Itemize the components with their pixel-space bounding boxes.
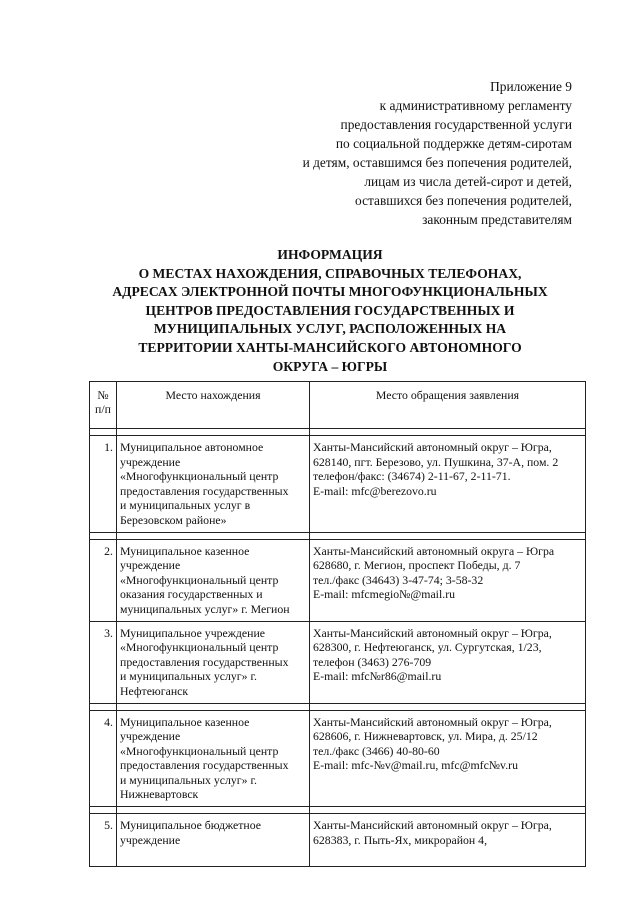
- contact-line: Ханты-Мансийский автономный округа – Югра: [313, 543, 555, 558]
- contact-line: E-mail: mfc№r86@mail.ru: [313, 669, 442, 684]
- table-row: [90, 621, 586, 703]
- row-contact: [310, 814, 586, 867]
- annex-line: к административному регламенту: [379, 98, 572, 113]
- place-line: Нижневартовск: [120, 787, 199, 802]
- place-line: «Многофункциональный центр: [120, 743, 279, 758]
- contact-line: 628300, г. Нефтеюганск, ул. Сургутская, 1/23,: [313, 640, 542, 655]
- table-row: [90, 539, 586, 621]
- table-header-row: [90, 382, 586, 429]
- contact-line: Ханты-Мансийский автономный округ – Югра,: [313, 818, 552, 833]
- place-line: Березовском районе»: [120, 512, 227, 527]
- contact-line: Ханты-Мансийский автономный округ – Югра,: [313, 714, 552, 729]
- contact-line: Ханты-Мансийский автономный округ – Югра,: [313, 625, 552, 640]
- annex-line: лицам из числа детей-сирот и детей,: [364, 174, 572, 189]
- header-contact: Место обращения заявления: [310, 382, 586, 429]
- contact-line: тел./факс (34643) 3-47-74; 3-58-32: [313, 572, 484, 587]
- place-line: предоставления государственных: [120, 758, 289, 773]
- annex-header: [303, 77, 572, 229]
- contact-line: Ханты-Мансийский автономный округ – Югра,: [313, 440, 552, 454]
- row-place: [117, 539, 310, 621]
- annex-line: Приложение 9: [490, 79, 572, 94]
- annex-line: по социальной поддержке детям-сиротам: [335, 136, 572, 151]
- place-line: Муниципальное учреждение: [120, 625, 266, 640]
- place-line: предоставления государственных: [120, 483, 289, 498]
- title-line: АДРЕСАХ ЭЛЕКТРОННОЙ ПОЧТЫ МНОГОФУНКЦИОНАЛЬНЫХ: [112, 284, 548, 300]
- contact-line: E-mail: mfc@berezovo.ru: [313, 483, 437, 498]
- place-line: муниципальных услуг» г. Мегион: [120, 601, 290, 616]
- row-contact: [310, 539, 586, 621]
- place-line: «Многофункциональный центр: [120, 640, 279, 655]
- place-line: Нефтеюганск: [120, 683, 189, 698]
- place-line: учреждение: [120, 558, 181, 573]
- contact-line: телефон (3463) 276-709: [313, 654, 432, 669]
- row-number: 3.: [90, 621, 117, 703]
- row-place: [117, 621, 310, 703]
- annex-line: предоставления государственной услуги: [340, 117, 572, 132]
- table-row: [90, 710, 586, 807]
- contact-line: 628680, г. Мегион, проспект Победы, д. 7: [313, 558, 521, 573]
- row-contact: [310, 710, 586, 807]
- row-place: [117, 710, 310, 807]
- header-num: [90, 382, 117, 429]
- contact-line: E-mail: mfcmegio№@mail.ru: [313, 587, 456, 602]
- place-line: учреждение: [120, 454, 181, 469]
- row-number: 2.: [90, 539, 117, 621]
- table-row: [90, 814, 586, 867]
- contact-line: E-mail: mfc-№v@mail.ru, mfc@mfc№v.ru: [313, 758, 518, 773]
- table-spacer-row: [90, 703, 586, 710]
- mfc-info-table: [89, 381, 586, 867]
- place-line: «Многофункциональный центр: [120, 572, 279, 587]
- place-line: и муниципальных услуг» г.: [120, 772, 257, 787]
- document-title: [40, 246, 620, 376]
- row-number: 1.: [90, 436, 117, 533]
- contact-line: 628383, г. Пыть-Ях, микрорайон 4,: [313, 832, 488, 847]
- contact-line: телефон/факс: (34674) 2-11-67, 2-11-71.: [313, 469, 511, 484]
- place-line: Муниципальное казенное: [120, 714, 250, 729]
- contact-line: 628140, пгт. Березово, ул. Пушкина, 37-А, пом. 2: [313, 454, 559, 469]
- title-line: ЦЕНТРОВ ПРЕДОСТАВЛЕНИЯ ГОСУДАРСТВЕННЫХ И: [145, 302, 515, 318]
- row-place: [117, 814, 310, 867]
- header-num-symbol: №: [97, 388, 109, 402]
- title-line: О МЕСТАХ НАХОЖДЕНИЯ, СПРАВОЧНЫХ ТЕЛЕФОНАХ,: [138, 265, 522, 281]
- row-contact: [310, 621, 586, 703]
- place-line: учреждение: [120, 832, 181, 847]
- place-line: Муниципальное казенное: [120, 543, 250, 558]
- annex-line: оставшихся без попечения родителей,: [355, 193, 572, 208]
- place-line: учреждение: [120, 729, 181, 744]
- table-spacer-row: [90, 532, 586, 539]
- title-line: ИНФОРМАЦИЯ: [277, 247, 383, 262]
- annex-line: законным представителям: [422, 212, 572, 227]
- place-line: оказания государственных и: [120, 587, 263, 602]
- title-line: ОКРУГА – ЮГРЫ: [272, 358, 388, 374]
- header-place: Место нахождения: [117, 382, 310, 429]
- table-row: [90, 436, 586, 533]
- title-line: МУНИЦИПАЛЬНЫХ УСЛУГ, РАСПОЛОЖЕННЫХ НА: [153, 321, 507, 337]
- annex-line: и детям, оставшимся без попечения родителей,: [302, 155, 572, 170]
- table-spacer-row: [90, 807, 586, 814]
- contact-line: тел./факс (3466) 40-80-60: [313, 743, 440, 758]
- row-number: 5.: [90, 814, 117, 867]
- place-line: Муниципальное автономное: [120, 440, 264, 454]
- place-line: и муниципальных услуг в: [120, 498, 251, 513]
- row-place: [117, 436, 310, 533]
- row-number: 4.: [90, 710, 117, 807]
- header-num-label: п/п: [95, 402, 111, 416]
- place-line: предоставления государственных: [120, 654, 289, 669]
- place-line: «Многофункциональный центр: [120, 469, 279, 484]
- place-line: и муниципальных услуг» г.: [120, 669, 257, 684]
- table-spacer-row: [90, 429, 586, 436]
- place-line: Муниципальное бюджетное: [120, 818, 262, 833]
- row-contact: [310, 436, 586, 533]
- title-line: ТЕРРИТОРИИ ХАНТЫ-МАНСИЙСКОГО АВТОНОМНОГО: [138, 339, 522, 355]
- contact-line: 628606, г. Нижневартовск, ул. Мира, д. 25/12: [313, 729, 538, 744]
